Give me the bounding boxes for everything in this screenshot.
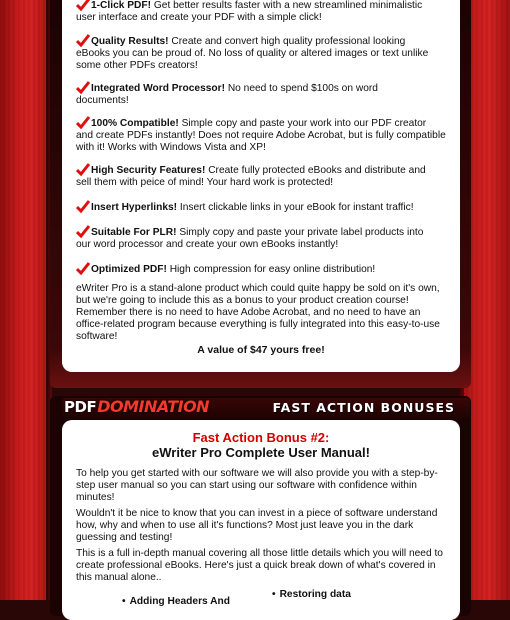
background-stripe-left: [0, 0, 52, 600]
ewriter-description: eWriter Pro is a stand-alone product which could quite happy be sold on it's own, but we're going to include this as a bonus to your product creation course! Remember there is no need to have Adobe Acrobat, and no need to have an office-related program because everything is fully integrated into this easy-to-use software!: [76, 283, 440, 342]
checkmark-icon: [76, 116, 90, 130]
checkmark-icon: [76, 0, 90, 12]
feature-item: High Security Features! Create fully protected eBooks and distribute and sell them with peice of mind! Your hard work is protected!: [76, 165, 426, 188]
checkmark-icon: [76, 262, 90, 276]
bonus-header-title: FAST ACTION BONUSES: [272, 400, 455, 415]
checkmark-icon: [76, 200, 90, 214]
bonus2-paragraph-2: Wouldn't it be nice to know that you can invest in a piece of software understand how, why and when to use all it's functions? Most just leave you in the dark guessing and testing!: [76, 508, 438, 543]
bonus2-subheading: eWriter Pro Complete User Manual!: [152, 445, 370, 460]
feature-item: Suitable For PLR! Simply copy and paste your private label products into our word processor and create your own eBooks instantly!: [76, 227, 424, 250]
bonus2-paragraph-3: This is a full in-depth manual covering all those little details which you will need to create professional eBooks. Here's just a quick break down of what's covered in this manual alone..: [76, 548, 443, 583]
checkmark-icon: [76, 81, 90, 95]
list-item: • Restoring data: [272, 589, 351, 600]
bullet-icon: •: [122, 596, 126, 607]
feature-item: Integrated Word Processor! No need to spend $100s on word documents!: [76, 83, 378, 106]
logo-domination-text: DOMINATION: [97, 397, 210, 416]
feature-item: Insert Hyperlinks! Insert clickable links in your eBook for instant traffic!: [76, 202, 446, 214]
checkmark-icon: [76, 34, 90, 48]
ewriter-features-panel: [62, 0, 460, 372]
checkmark-icon: [76, 225, 90, 239]
bullet-icon: •: [272, 589, 276, 600]
bonus2-paragraph-1: To help you get started with our software we will also provide you with a step-by-step user manual so you can start using our software with confidence within minutes!: [76, 468, 438, 503]
feature-item: Optimized PDF! High compression for easy online distribution!: [76, 264, 446, 276]
list-item: • Adding Headers And: [122, 596, 230, 607]
logo-pdf-text: PDF: [64, 398, 97, 416]
checkmark-icon: [76, 163, 90, 177]
feature-item: 1-Click PDF! Get better results faster with a new streamlined minimalistic user interface and create your PDF with a simple click!: [76, 0, 423, 23]
feature-item: Quality Results! Create and convert high quality professional looking eBooks you can be proud of. No loss of quality or altered images or text unlike some other PDFs creators!: [76, 36, 429, 71]
value-statement: A value of $47 yours free!: [197, 344, 325, 356]
bonus2-heading: Fast Action Bonus #2:: [192, 430, 330, 445]
bonus2-panel: [62, 420, 460, 620]
feature-item: 100% Compatible! Simple copy and paste your work into our PDF creator and create PDFs instantly! Does not require Adobe Acrobat, but is fully compatible with it! Works with Windows Vista and XP!: [76, 118, 446, 153]
